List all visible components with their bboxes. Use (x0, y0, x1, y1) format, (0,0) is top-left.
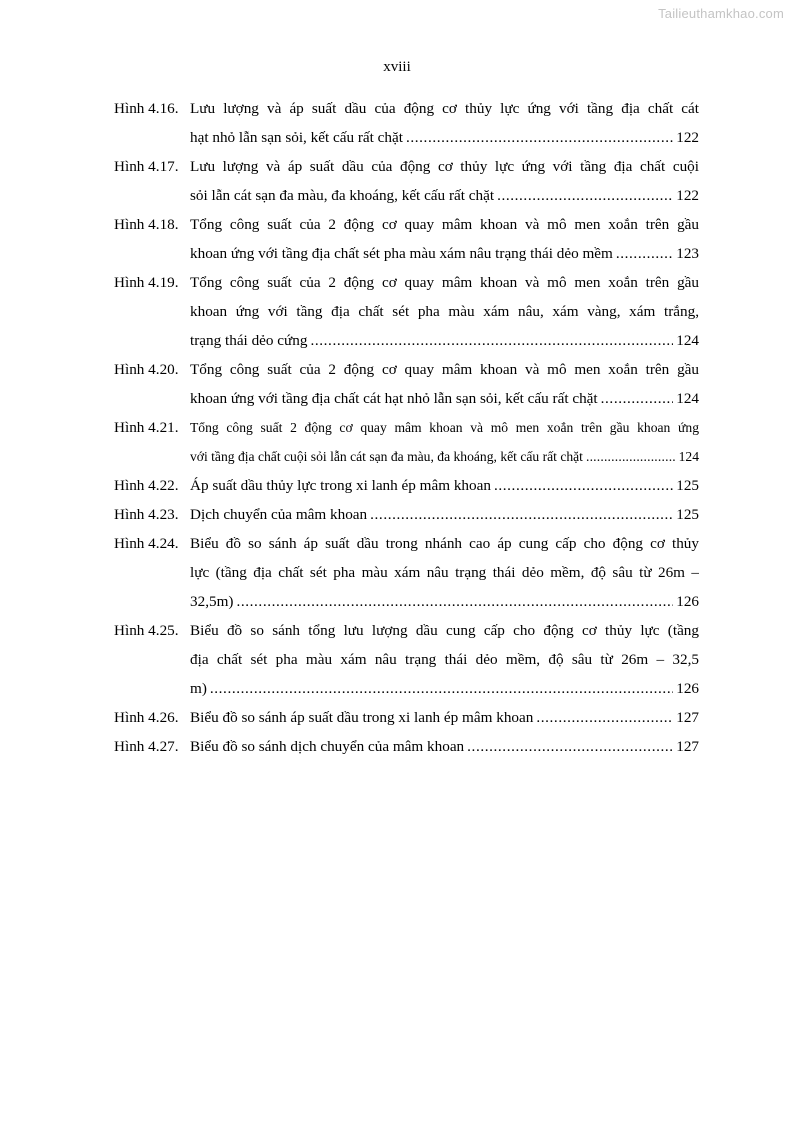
toc-entry[interactable] (114, 703, 699, 732)
entry-line: 32,5m) (190, 593, 234, 610)
entry-line: Biểu đồ so sánh tổng lưu lượng dầu cung cấp cho động cơ thủy lực (tầng (190, 622, 699, 639)
dot-leader (598, 384, 674, 413)
watermark: Tailieuthamkhao.com (658, 6, 784, 21)
entry-line: khoan ứng với tầng địa chất sét pha màu xám nâu, xám vàng, xám trắng, (190, 303, 699, 320)
entry-line: Áp suất dầu thủy lực trong xi lanh ép mâm khoan (190, 477, 491, 494)
entry-number: Hình 4.16. (114, 100, 179, 117)
entry-line: Lưu lượng và áp suất dầu của động cơ thủy lực ứng với tầng địa chất cuội (190, 158, 699, 175)
entry-page: 122 (676, 129, 699, 146)
entry-page: 126 (676, 593, 699, 610)
entry-line: m) (190, 680, 207, 697)
entry-page: 124 (678, 449, 699, 464)
entry-line: hạt nhỏ lẫn sạn sỏi, kết cấu rất chặt (190, 129, 403, 146)
entry-line: khoan ứng với tầng địa chất cát hạt nhỏ lẫn sạn sỏi, kết cấu rất chặt (190, 390, 598, 407)
toc-entry[interactable] (114, 732, 699, 761)
entry-line: địa chất sét pha màu xám nâu trạng thái dẻo mềm, độ sâu từ 26m – 32,5 (190, 651, 699, 668)
entry-page: 127 (676, 709, 699, 726)
entry-number: Hình 4.17. (114, 158, 179, 175)
toc-entry[interactable] (114, 355, 699, 413)
entry-page: 124 (676, 332, 699, 349)
entry-line: khoan ứng với tầng địa chất sét pha màu xám nâu trạng thái dẻo mềm (190, 245, 613, 262)
entry-number: Hình 4.22. (114, 477, 179, 494)
entry-line: Biểu đồ so sánh áp suất dầu trong xi lanh ép mâm khoan (190, 709, 534, 726)
entry-line: trạng thái dẻo cứng (190, 332, 308, 349)
entry-number: Hình 4.19. (114, 274, 179, 291)
dot-leader (464, 732, 673, 761)
entry-line: Biểu đồ so sánh áp suất dầu trong nhánh cao áp cung cấp cho động cơ thủy (190, 535, 699, 552)
entry-number: Hình 4.20. (114, 361, 179, 378)
entry-line: Tổng công suất 2 động cơ quay mâm khoan và mô men xoắn trên gầu khoan ứng (190, 420, 699, 435)
page-number: xviii (383, 59, 411, 75)
entry-page: 127 (676, 738, 699, 755)
entry-line: Lưu lượng và áp suất dầu của động cơ thủy lực ứng với tầng địa chất cát (190, 100, 699, 117)
entry-number: Hình 4.26. (114, 709, 179, 726)
entry-page: 123 (676, 245, 699, 262)
dot-leader (403, 123, 673, 152)
entry-line: lực (tầng địa chất sét pha màu xám nâu trạng thái dẻo mềm, độ sâu từ 26m – (190, 564, 699, 581)
dot-leader (233, 587, 673, 616)
entry-page: 124 (676, 390, 699, 407)
dot-leader (207, 674, 673, 703)
dot-leader (307, 326, 673, 355)
dot-leader (367, 500, 673, 529)
entry-number: Hình 4.24. (114, 535, 179, 552)
entry-line: Dịch chuyển của mâm khoan (190, 506, 368, 523)
dot-leader (613, 239, 673, 268)
entry-number: Hình 4.18. (114, 216, 179, 233)
toc-entry[interactable] (114, 500, 699, 529)
entry-page: 125 (676, 506, 699, 523)
toc-entry[interactable] (114, 413, 699, 471)
toc-entry[interactable] (114, 471, 699, 500)
entry-line: Biểu đồ so sánh dịch chuyển của mâm khoan (190, 738, 465, 755)
entry-line: Tổng công suất của 2 động cơ quay mâm khoan và mô men xoắn trên gầu (190, 216, 699, 233)
entry-page: 122 (676, 187, 699, 204)
entry-line: với tầng địa chất cuội sỏi lẫn cát sạn đa màu, đa khoáng, kết cấu rất chặt (190, 449, 583, 464)
entry-number: Hình 4.23. (114, 506, 179, 523)
entry-number: Hình 4.25. (114, 622, 179, 639)
entry-number: Hình 4.21. (114, 419, 179, 436)
toc-entry[interactable] (114, 268, 699, 355)
toc-entry[interactable] (114, 529, 699, 616)
toc-entry[interactable] (114, 210, 699, 268)
dot-leader (533, 703, 673, 732)
dot-leader (583, 442, 676, 471)
dot-leader (494, 181, 673, 210)
entry-page: 125 (676, 477, 699, 494)
entry-number: Hình 4.27. (114, 738, 179, 755)
dot-leader (491, 471, 673, 500)
entry-line: sỏi lẫn cát sạn đa màu, đa khoáng, kết cấu rất chặt (190, 187, 495, 204)
entry-line: Tổng công suất của 2 động cơ quay mâm khoan và mô men xoắn trên gầu (190, 274, 699, 291)
toc-entry[interactable] (114, 152, 699, 210)
toc-entry[interactable] (114, 616, 699, 703)
figure-list (114, 94, 699, 761)
toc-entry[interactable] (114, 94, 699, 152)
entry-page: 126 (676, 680, 699, 697)
entry-line: Tổng công suất của 2 động cơ quay mâm khoan và mô men xoắn trên gầu (190, 361, 699, 378)
